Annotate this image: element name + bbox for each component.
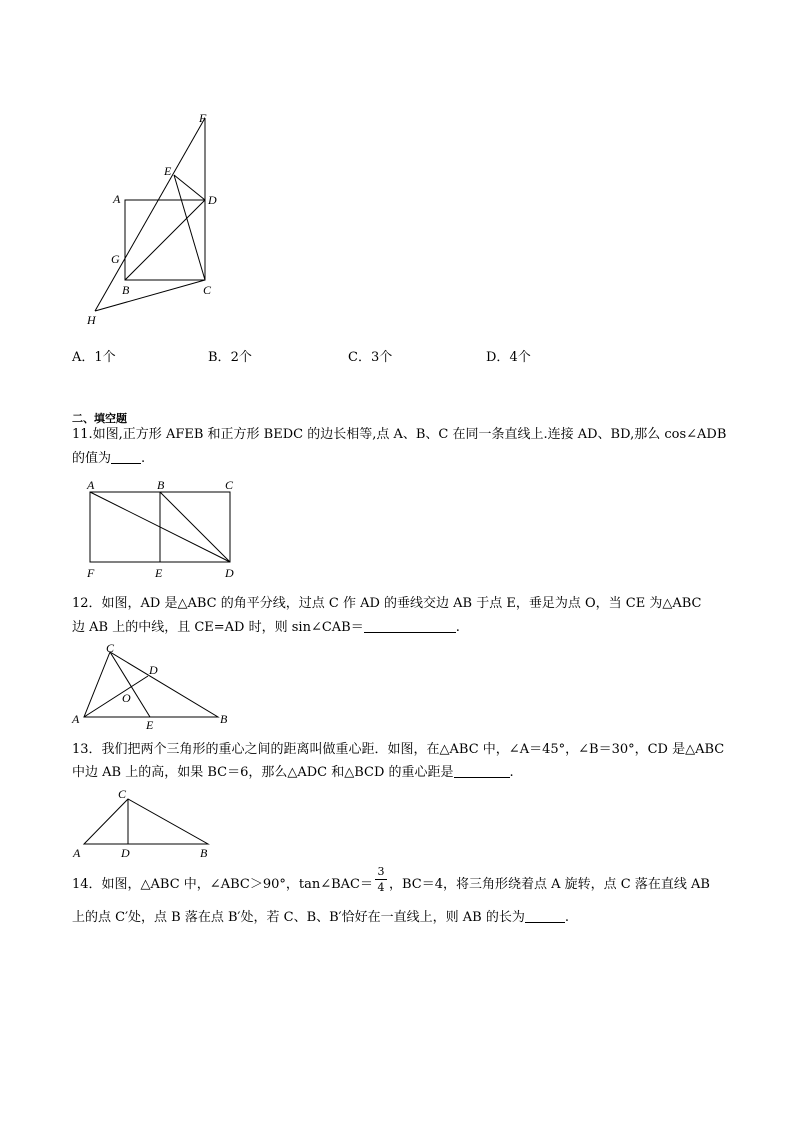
q13-line2: 中边 AB 上的高，如果 BC＝6，那么△ADC 和△BCD 的重心距是 .: [72, 765, 514, 780]
label-a: A: [72, 712, 80, 726]
q14-answer-blank[interactable]: [525, 910, 565, 923]
triangle-abc: [84, 652, 218, 717]
q11-answer-blank[interactable]: [111, 451, 141, 464]
label-b: B: [157, 478, 165, 492]
label-o: O: [122, 691, 131, 705]
label-b: B: [220, 712, 228, 726]
figure-q12: [70, 640, 240, 732]
label-e: E: [146, 718, 154, 732]
label-g: G: [111, 252, 120, 266]
section-title: 二、填空题: [72, 412, 127, 425]
label-f: F: [199, 111, 207, 125]
label-a: A: [113, 192, 121, 206]
q12-line1: 12．如图，AD 是△ABC 的角平分线，过点 C 作 AD 的垂线交边 AB 于点 E，垂足为点 O，当 CE 为△ABC: [72, 596, 702, 611]
segment-fh: [95, 118, 205, 311]
segment-hc: [95, 280, 205, 311]
label-h: H: [87, 313, 96, 327]
q14-fraction-numerator: 3: [377, 865, 385, 878]
choice-d[interactable]: D．4个: [486, 350, 531, 365]
choice-c[interactable]: C．3个: [348, 350, 393, 365]
label-d: D: [149, 663, 158, 677]
triangle-abc: [84, 799, 208, 844]
label-c: C: [106, 641, 115, 655]
segment-bd: [160, 492, 230, 562]
q12-answer-blank[interactable]: [364, 620, 456, 633]
q12-line2: 边 AB 上的中线，且 CE=AD 时，则 sin∠CAB＝ .: [72, 620, 460, 635]
q14-line1-part2: ，BC＝4，将三角形绕着点 A 旋转，点 C 落在直线 AB: [389, 877, 710, 892]
choice-a[interactable]: A．1个: [72, 350, 116, 365]
q14-fraction: [375, 865, 387, 894]
figure-q10: [80, 108, 240, 333]
choice-b[interactable]: B．2个: [208, 350, 252, 365]
label-c: C: [203, 283, 212, 297]
segment-ed: [174, 175, 205, 200]
label-e: E: [155, 566, 163, 580]
label-c: C: [118, 787, 127, 801]
segment-ec: [174, 175, 205, 280]
q14-fraction-bar: [375, 879, 387, 880]
label-f: F: [87, 566, 95, 580]
label-a: A: [73, 846, 81, 860]
q11-line2: 的值为 .: [72, 451, 146, 466]
q14-line1-part1: 14．如图，△ABC 中，∠ABC＞90°，tan∠BAC＝: [72, 877, 373, 892]
label-d: D: [225, 566, 234, 580]
q13-line1: 13．我们把两个三角形的重心之间的距离叫做重心距．如图，在△ABC 中，∠A＝45°，∠B＝30°，CD 是△ABC: [72, 742, 725, 757]
q14-fraction-denominator: 4: [377, 881, 385, 894]
label-d: D: [208, 193, 217, 207]
figure-q11: [80, 476, 250, 584]
q11-line1: 11.如图,正方形 AFEB 和正方形 BEDC 的边长相等,点 A、B、C 在同一条直线上.连接 AD、BD,那么 cos∠ADB: [72, 427, 727, 442]
q13-answer-blank[interactable]: [454, 765, 510, 778]
label-c: C: [225, 478, 234, 492]
label-d: D: [121, 846, 130, 860]
label-e: E: [164, 164, 172, 178]
label-b: B: [122, 283, 130, 297]
segment-ad: [84, 676, 148, 717]
q14-line2: 上的点 C′处，点 B 落在点 B′处，若 C、B、B′恰好在一直线上，则 AB 的长为 .: [72, 910, 569, 925]
label-a: A: [87, 478, 95, 492]
label-b: B: [200, 846, 208, 860]
figure-q13: [70, 784, 220, 862]
segment-ce: [110, 652, 150, 717]
